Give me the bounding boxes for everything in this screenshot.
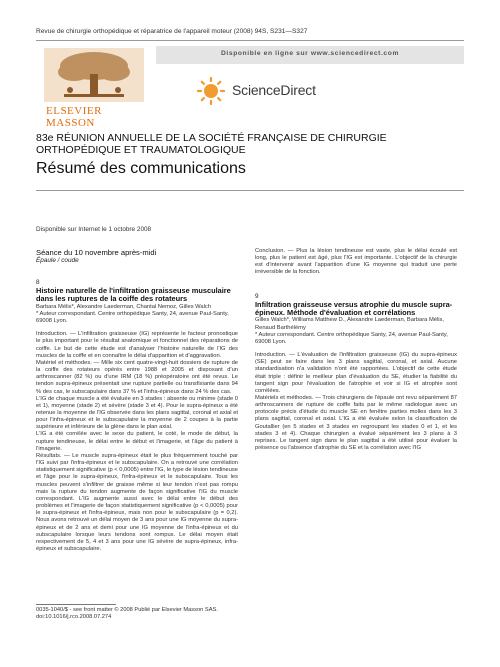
logo-word-elsevier: ELSEVIER [46, 105, 102, 117]
abstract-paragraph: Introduction. — L'évaluation de l'infiltration graisseuse (IG) du supra-épineux (SE) peut se faire dans les 3 plans sagittal, coronal, et axial. Aucune standardisation n'a validation n'ont été rapportées. L'objectif de cette étude était triple : définir le meilleur plan d'évaluation du SE, étudier la fiabilité du tangent sign pour l'évaluation de l'atrophie et voir si IG et atrophie sont corrélées. [255, 352, 457, 394]
abstract-title: Infiltration graisseuse versus atrophie du muscle supra-épineux. Méthode d'évaluation et corrélations [255, 299, 453, 318]
sciencedirect-banner [156, 46, 464, 138]
sciencedirect-wordmark: ScienceDirect [232, 82, 316, 98]
header-divider [36, 40, 464, 41]
doi-line: doi:10.1016/j.rco.2008.07.274 [36, 614, 112, 621]
abstract-title: Histoire naturelle de l'infiltration graisseuse musculaire dans les ruptures de la coiffe des rotateurs [36, 286, 231, 304]
availability-text: Disponible en ligne sur www.sciencedirect.com [220, 50, 399, 57]
abstract-paragraph: Matériel et méthodes. — Mille six cent quatre-vingt-huit dossiers de rupture de la coiffe des rotateurs opérés entre 1988 et 2005 et disposant d'un arthroscanner (82 %) ou d'une IRM (18 %) préopératoire ont été revus. Le tendon supra-épineux présentait une rupture partielle ou transfixiante dans 94 % des cas, le subscapulaire dans 37 % et l'infra-épineux dans 24 % des cas. [36, 359, 238, 395]
abstract-number: 9 [255, 292, 259, 300]
elsevier-tree-icon [44, 48, 144, 102]
abstract-paragraph: Résultats. — Le muscle supra-épineux était le plus fréquemment touché par l'IG suivi par l'infra-épineux et le subscapulaire. On a retrouvé une corrélation statistiquement significative (p < 0,0005) entre l'IG, le type de lésion tendineuse et l'âge pour le supra-épineux, l'infra-épineux et le subscapulaire. Tous les muscles peuvent s'infiltrer de graisse même si leur tendon n'est pas rompu mais la rupture du tendon augmente de façon significative l'IG du muscle correspondant. L'IG augmente aussi avec le délai entre le début des problèmes et l'imagerie de façon statistiquement significative (p < 0,0005) pour le supra-épineux et l'infra-épineux, mais non pour le subscapulaire (p = 0,2). Nous avons retrouvé un délai moyen de 3 ans pour une IG moyenne du supra-épineux et de 2 ans et demi pour une IG moyenne de l'infra-épineux et du subscapulaire lorsque leurs tendons sont rompus. Le délai moyen était respectivement de 5, 4 et 3 ans pour une IG sévère de supra-épineux, infra-épineux et subscapulaire. [36, 452, 238, 552]
footer [36, 607, 218, 621]
abstract-paragraph: Introduction. — L'infiltration graisseuse (IG) représente le facteur pronostique le plus important pour le résultat anatomique et fonctionnel des réparations de coiffe. Le but de cette étude est d'analyser l'histoire naturelle de l'IG des muscles de la coiffe et en connaître le délai d'apparition et d'aggravation. [36, 331, 238, 359]
abstract-affiliation: * Auteur correspondant. Centre orthopédique Santy, 24, avenue Paul-Santy, 69008 Lyon. [255, 331, 448, 345]
abstract-paragraph: Conclusion. — Plus la lésion tendineuse est vaste, plus le délai écoulé est long, plus le patient est âgé, plus l'IG est importante. L'objectif de la chirurgie est d'intervenir avant l'apparition d'une IG moyenne qui traduit une perte irréversible de la fonction. [255, 248, 457, 276]
abstract-authors: Barbara Mélis*, Alexandre Laederman, Chantal Nemoz, Gilles Walch [36, 303, 211, 310]
meeting-title: 83e RÉUNION ANNUELLE DE LA SOCIÉTÉ FRANÇAISE DE CHIRURGIE ORTHOPÉDIQUE ET TRAUMATOLOGIQUE [36, 132, 387, 156]
copyright-line: 0035-1040/$ - see front matter © 2008 Publié par Elsevier Masson SAS. [36, 607, 218, 613]
logo-word-masson: MASSON [46, 117, 95, 129]
journal-citation: Revue de chirurgie orthopédique et réparatrice de l'appareil moteur (2008) 94S, S231—S327 [36, 28, 308, 35]
abstract-paragraph: L'IG a été corrélée avec le sexe du patient, le coté, le mode de début, la rupture tendineuse, le délai entre le début et l'imagerie, et l'âge du patient à l'imagerie. [36, 431, 238, 452]
abstract-paragraph: Matériels et méthodes. — Trois chirurgiens de l'épaule ont revu séparément 87 arthroscanners de rupture de coiffe faits par le même radiologue avec un protocole précis d'étude du muscle SE en fenêtre parties molles dans les 3 plans sagittal, coronal et axial. L'IG a été évaluée selon la classification de Goutallier (en 5 stades et 3 stades en regroupant les stades 0 et 1, et les stades 3 et 4). Chaque chirurgien a évalué séparément les 3 plans à 3 reprises. Le tangent sign dans le plan sagittal a été utilisé pour évaluer la présence ou l'absence d'atrophie du SE et la corrélation avec l'IG [255, 395, 457, 452]
title-divider [36, 190, 464, 191]
online-availability-date: Disponible sur Internet le 1 octobre 2008 [36, 226, 152, 233]
page-title: Résumé des communications [36, 160, 246, 177]
sciencedirect-logo-icon [196, 76, 226, 106]
session-title: Séance du 10 novembre après-midi [36, 248, 157, 257]
abstract-number: 8 [36, 279, 40, 286]
abstract-authors: Gilles Walch*, Williams Matthew D., Alexandre Laederman, Barbara Mélis, Renaud Barthélémy [255, 317, 444, 331]
publisher-logo [36, 46, 154, 138]
left-column [36, 248, 238, 553]
abstract-paragraph: L'IG de chaque muscle a été évaluée en 3 stades : absente ou minime (stade 0 et 1), moyenne (stade 2) et sévère (stade 3 et 4). Pour le supra-épineux a été retenue la moyenne de l'IG observée dans les plans sagittal, coronal et axial et pour l'infra-épineux et le subscapulaire la moyenne de 2 coupes à la partie supérieure et inférieure de la glène dans le plan axial. [36, 395, 238, 431]
session-subtitle: Épaule / coude [36, 257, 79, 264]
footer-divider [36, 604, 116, 605]
right-column [255, 248, 457, 452]
abstract-affiliation: * Auteur correspondant. Centre orthopédique Santy, 24, avenue Paul-Santy, 69008 Lyon. [36, 310, 229, 325]
